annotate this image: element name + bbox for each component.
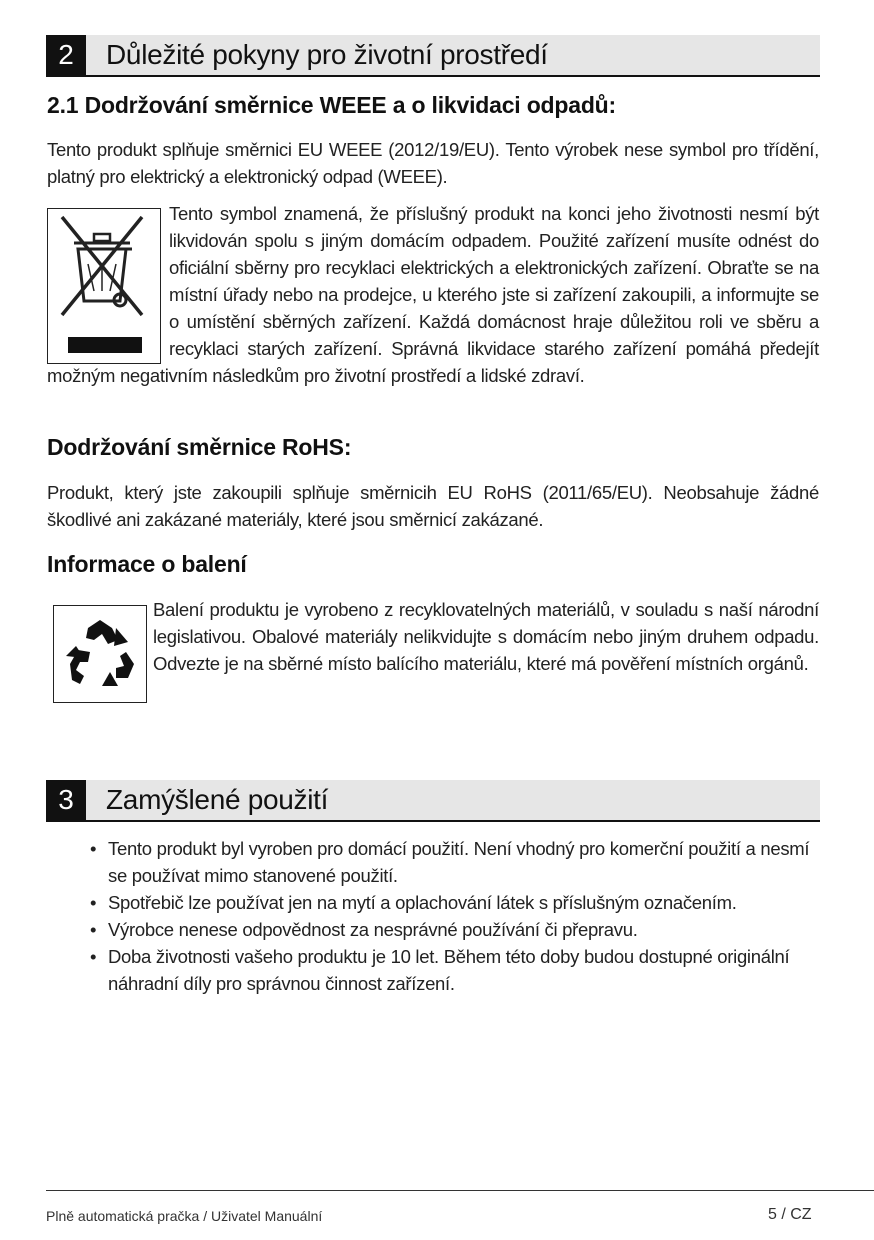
weee-body — [47, 200, 819, 389]
packaging-body — [153, 596, 819, 677]
weee-body-text: Tento symbol znamená, že příslušný produkt na konci jeho životnosti nesmí být likvidován spolu s jiným domácím odpadem. Použité zařízení musíte odnést do oficiální sběrny pro recyklaci elektrických a elektronických zařízení. Obraťte se na místní úřady nebo na prodejce, u kterého jste si zařízení zakoupili, a informujte se o umístění sběrných zařízení. Každá domácnost hraje důležitou roli ve sběru a recyklaci starých zařízení. Správná likvidace starého zařízení pomáhá předejít možným negativním následkům pro životní prostředí a lidské zdraví. — [47, 203, 819, 386]
rohs-body — [47, 479, 819, 533]
list-item: • Doba životnosti vašeho produktu je 10 let. Během této doby budou dostupné originální náhradní díly pro správnou činnost zařízení. — [88, 943, 828, 997]
rohs-body-text: Produkt, který jste zakoupili splňuje směrnicih EU RoHS (2011/65/EU). Neobsahuje žádné škodlivé ani zakázané materiály, které jsou směrnicí zakázané. — [47, 482, 819, 530]
packaging-body-text: Balení produktu je vyrobeno z recyklovatelných materiálů, v souladu s naší národní legislativou. Obalové materiály nelikvidujte s domácím nebo jiným druhem odpadu. Odvezte je na sběrné místo balícího materiálu, které má pověření místních orgánů. — [153, 599, 819, 674]
intended-use-list — [88, 835, 828, 997]
weee-intro — [47, 136, 819, 190]
section-3-header — [46, 780, 820, 822]
rohs-heading: Dodržování směrnice RoHS: — [47, 434, 352, 460]
footer-divider — [46, 1190, 874, 1191]
section-3-number: 3 — [46, 780, 86, 820]
weee-intro-text: Tento produkt splňuje směrnici EU WEEE (2012/19/EU). Tento výrobek nese symbol pro třídění, platný pro elektrický a elektronický odpad (WEEE). — [47, 139, 819, 187]
recycling-arrows-icon — [54, 606, 146, 702]
section-2-number: 2 — [46, 35, 86, 75]
footer-page-number: 5 / CZ — [768, 1206, 812, 1223]
section-3-title: Zamýšlené použití — [106, 784, 329, 815]
weee-heading: 2.1 Dodržování směrnice WEEE a o likvidaci odpadů: — [47, 92, 616, 118]
packaging-heading: Informace o balení — [47, 551, 247, 577]
section-2-title: Důležité pokyny pro životní prostředí — [106, 39, 548, 70]
list-item: • Výrobce nenese odpovědnost za nesprávné používání či přepravu. — [88, 916, 828, 943]
section-2-header — [46, 35, 820, 77]
list-item: • Spotřebič lze používat jen na mytí a oplachování látek s příslušným označením. — [88, 889, 828, 916]
recycling-symbol — [53, 605, 147, 703]
list-item: • Tento produkt byl vyroben pro domácí použití. Není vhodný pro komerční použití a nesmí se používat mimo stanovené použití. — [88, 835, 828, 889]
footer-document-title: Plně automatická pračka / Uživatel Manuální — [46, 1208, 323, 1224]
